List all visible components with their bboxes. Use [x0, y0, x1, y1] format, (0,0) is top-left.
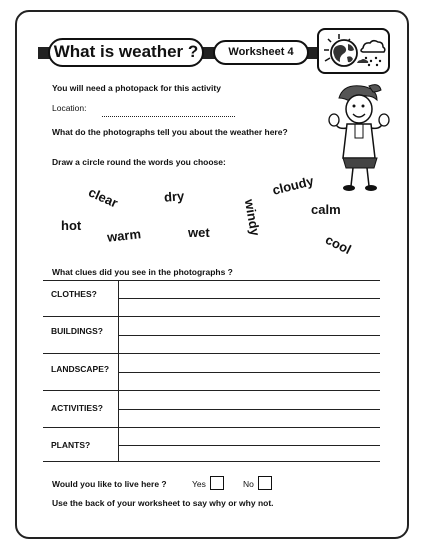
- live-here-question: Would you like to live here ?: [52, 479, 167, 489]
- weather-question: What do the photographs tell you about the weather here?: [52, 127, 288, 137]
- circle-instruction: Draw a circle round the words you choose:: [52, 157, 226, 167]
- yes-checkbox[interactable]: [210, 476, 224, 490]
- clues-table: [43, 280, 380, 461]
- word-clear[interactable]: clear: [86, 184, 121, 211]
- table-bottom-rule: [43, 461, 380, 462]
- worksheet-number: Worksheet 4: [213, 40, 309, 65]
- location-field[interactable]: [102, 116, 235, 117]
- yes-label: Yes: [192, 479, 206, 489]
- table-top-rule: [43, 280, 380, 281]
- no-checkbox[interactable]: [258, 476, 272, 490]
- row-rule: [43, 427, 380, 428]
- photopack-instruction: You will need a photopack for this activity: [52, 83, 221, 93]
- page-title: What is weather ?: [48, 38, 204, 67]
- thumbs-up-girl-icon: [325, 80, 395, 195]
- word-cloudy[interactable]: cloudy: [270, 173, 316, 198]
- row-rule: [43, 353, 380, 354]
- no-label: No: [243, 479, 254, 489]
- location-label: Location:: [52, 103, 87, 113]
- row-label-landscape: LANDSCAPE?: [51, 364, 110, 374]
- weather-globe-icon: [317, 28, 390, 74]
- writing-line[interactable]: [118, 372, 380, 373]
- word-calm[interactable]: calm: [311, 202, 341, 217]
- row-rule: [43, 316, 380, 317]
- writing-line[interactable]: [118, 409, 380, 410]
- row-rule: [43, 390, 380, 391]
- row-label-activities: ACTIVITIES?: [51, 403, 103, 413]
- word-cool[interactable]: cool: [323, 231, 354, 258]
- clues-heading: What clues did you see in the photographs ?: [52, 267, 233, 277]
- row-label-plants: PLANTS?: [51, 440, 91, 450]
- table-divider: [118, 280, 119, 461]
- back-instruction: Use the back of your worksheet to say why or why not.: [52, 498, 274, 508]
- word-windy[interactable]: windy: [241, 198, 264, 237]
- word-hot[interactable]: hot: [61, 218, 82, 233]
- writing-line[interactable]: [118, 298, 380, 299]
- row-label-clothes: CLOTHES?: [51, 289, 97, 299]
- writing-line[interactable]: [118, 445, 380, 446]
- row-label-buildings: BUILDINGS?: [51, 326, 103, 336]
- writing-line[interactable]: [118, 335, 380, 336]
- word-wet[interactable]: wet: [188, 225, 210, 240]
- word-dry[interactable]: dry: [163, 188, 185, 205]
- word-warm[interactable]: warm: [106, 226, 142, 245]
